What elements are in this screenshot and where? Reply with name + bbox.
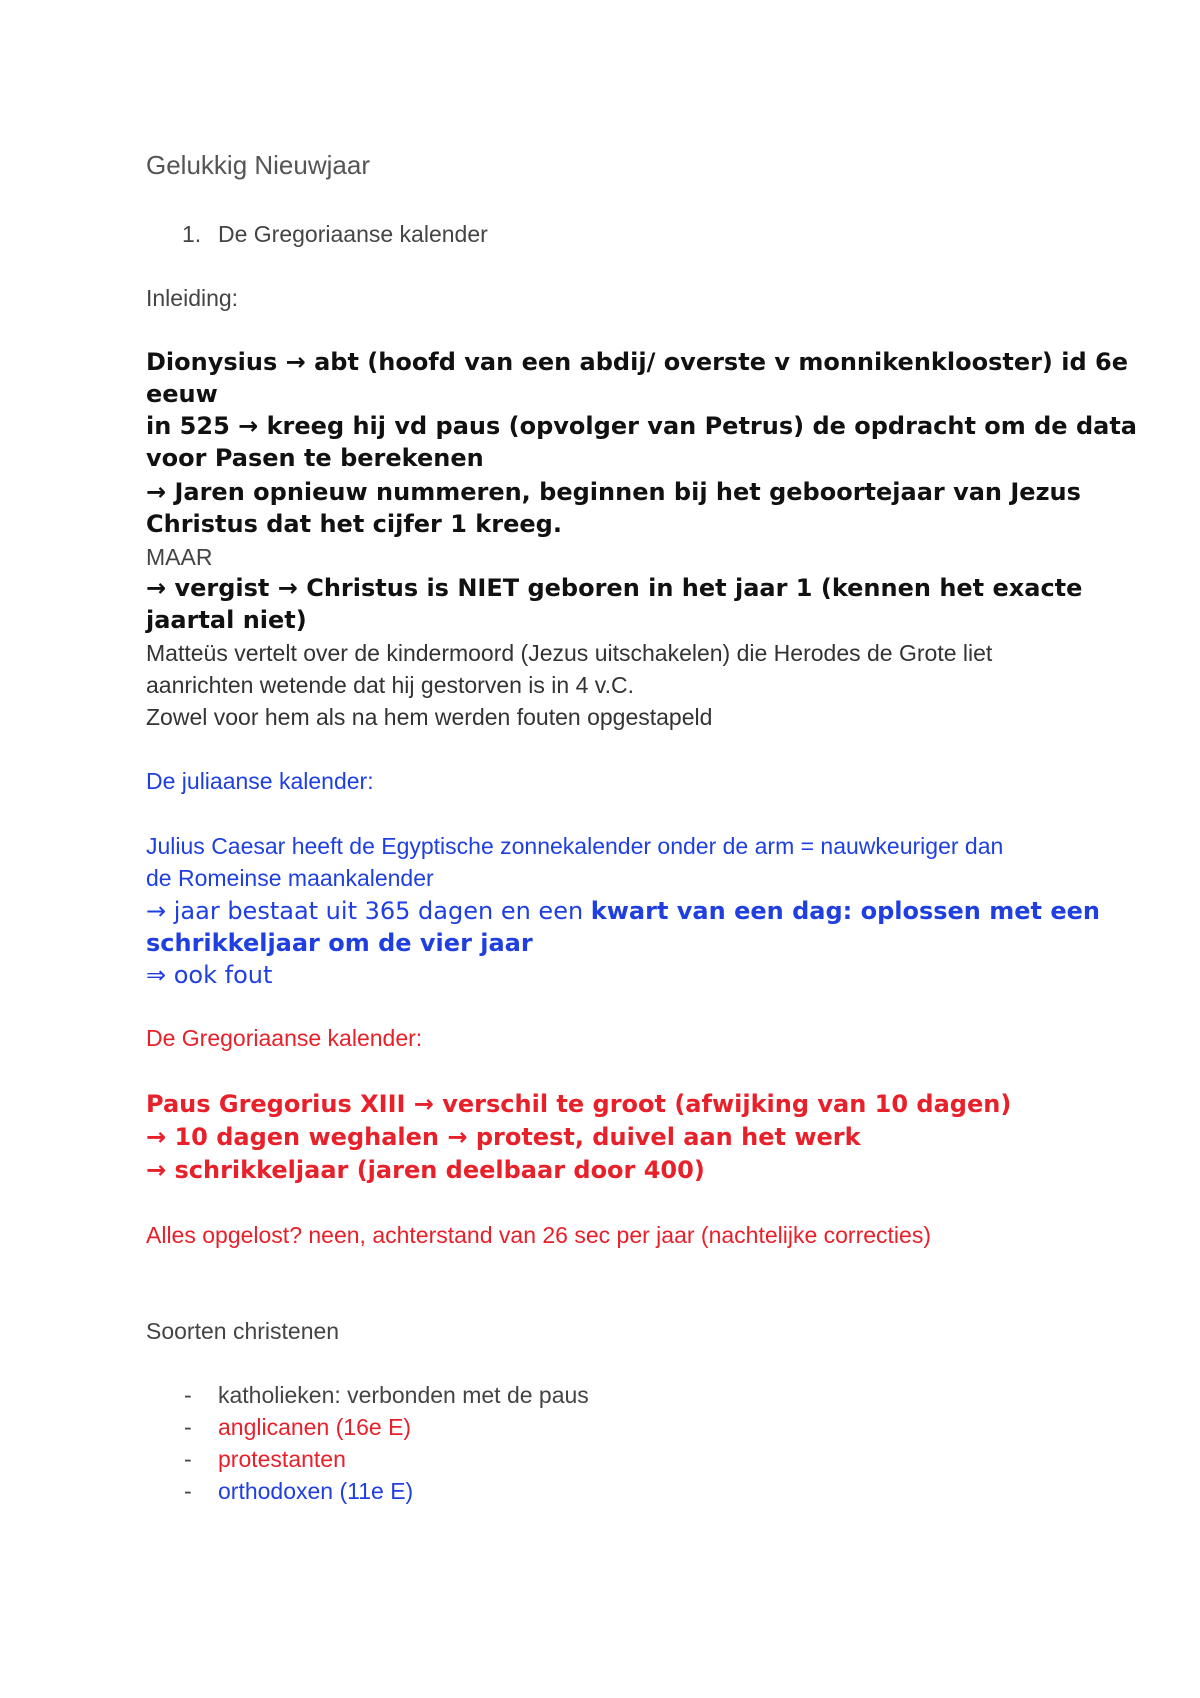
gregorian-line-1: Paus Gregorius XIII → verschil te groot (afwijking van 10 dagen) — [146, 1090, 1012, 1118]
intro-line-6: Christus dat het cijfer 1 kreeg. — [146, 510, 562, 538]
intro-line-5: → Jaren opnieuw nummeren, beginnen bij het geboortejaar van Jezus — [146, 478, 1081, 506]
julian-line-4: schrikkeljaar om de vier jaar — [146, 929, 533, 957]
julian-heading: De juliaanse kalender: — [146, 768, 374, 794]
julian-line-3b: kwart van een dag: oplossen met een — [590, 897, 1100, 925]
list-item-text: katholieken: verbonden met de paus — [218, 1382, 589, 1408]
bullet-dash: - — [184, 1414, 192, 1440]
julian-line-1: Julius Caesar heeft de Egyptische zonnekalender onder de arm = nauwkeuriger dan — [146, 833, 1004, 859]
intro-line-1: Dionysius → abt (hoofd van een abdij/ overste v monnikenklooster) id 6e — [146, 348, 1128, 376]
julian-line-3a: → jaar bestaat uit 365 dagen en een — [146, 897, 591, 925]
julian-line-2: de Romeinse maankalender — [146, 865, 434, 891]
intro-line-10: Matteüs vertelt over de kindermoord (Jezus uitschakelen) die Herodes de Grote liet — [146, 640, 993, 666]
section-heading: De Gregoriaanse kalender — [218, 221, 488, 247]
gregorian-line-2: → 10 dagen weghalen → protest, duivel aan het werk — [146, 1123, 861, 1151]
christians-heading: Soorten christenen — [146, 1318, 340, 1344]
page-title: Gelukkig Nieuwjaar — [146, 150, 370, 180]
julian-line-3 — [146, 897, 1100, 925]
intro-line-2: eeuw — [146, 380, 218, 408]
intro-line-3: in 525 → kreeg hij vd paus (opvolger van Petrus) de opdracht om de data — [146, 412, 1137, 440]
gregorian-line-3: → schrikkeljaar (jaren deelbaar door 400) — [146, 1156, 705, 1184]
list-item-text: orthodoxen (11e E) — [218, 1478, 414, 1504]
gregorian-line-4: Alles opgelost? neen, achterstand van 26 sec per jaar (nachtelijke correcties) — [146, 1222, 931, 1248]
bullet-dash: - — [184, 1478, 192, 1504]
gregorian-heading: De Gregoriaanse kalender: — [146, 1025, 423, 1051]
bullet-dash: - — [184, 1382, 192, 1408]
intro-line-12: Zowel voor hem als na hem werden fouten opgestapeld — [146, 704, 713, 730]
intro-line-8: → vergist → Christus is NIET geboren in het jaar 1 (kennen het exacte — [146, 574, 1083, 602]
intro-line-7: MAAR — [146, 544, 213, 570]
julian-line-5: ⇒ ook fout — [146, 961, 273, 989]
intro-line-11: aanrichten wetende dat hij gestorven is in 4 v.C. — [146, 672, 634, 698]
list-item-text: anglicanen (16e E) — [218, 1414, 412, 1440]
list-item-text: protestanten — [218, 1446, 346, 1472]
bullet-dash: - — [184, 1446, 192, 1472]
section-number: 1. — [182, 221, 202, 247]
intro-line-4: voor Pasen te berekenen — [146, 444, 484, 472]
intro-line-9: jaartal niet) — [146, 606, 307, 634]
intro-heading: Inleiding: — [146, 285, 239, 311]
